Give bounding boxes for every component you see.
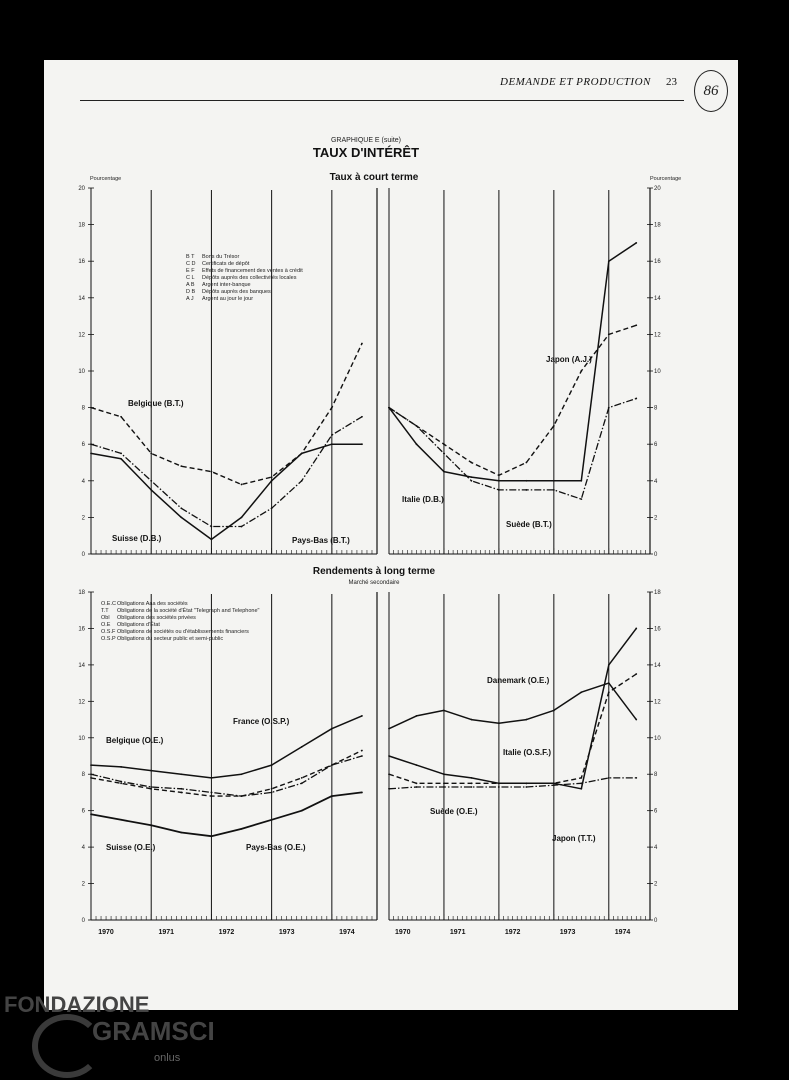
series-point <box>241 828 243 830</box>
legend-label: Obligations du secteur public et semi-public <box>117 636 224 642</box>
y-tick-label: 0 <box>81 918 85 924</box>
y-tick-label: 0 <box>654 918 658 924</box>
series-point <box>608 260 610 262</box>
series-label: Suisse (O.E.) <box>106 843 156 852</box>
legend-code: O.S.F <box>101 629 116 635</box>
series-point <box>553 784 555 786</box>
series-point <box>180 792 182 794</box>
series-point <box>580 777 582 779</box>
y-tick-label: 0 <box>81 552 85 558</box>
series-point <box>331 407 333 409</box>
y-tick-label: 16 <box>654 626 661 633</box>
watermark-line2: GRAMSCI <box>92 1016 215 1046</box>
series-point <box>271 476 273 478</box>
y-tick-label: 8 <box>81 772 85 779</box>
series-line <box>91 792 362 836</box>
y-tick-label: 2 <box>654 515 658 522</box>
series-point <box>443 786 445 788</box>
series-point <box>150 770 152 772</box>
series-point <box>271 507 273 509</box>
legend-label: Argent au jour le jour <box>202 296 254 302</box>
series-line <box>91 417 362 527</box>
y-tick-label: 8 <box>81 405 85 412</box>
series-point <box>553 489 555 491</box>
series-point <box>443 452 445 454</box>
series-point <box>120 819 122 821</box>
series-point <box>416 425 418 427</box>
series-point <box>120 452 122 454</box>
series-point <box>271 788 273 790</box>
series-point <box>553 782 555 784</box>
series-point <box>150 786 152 788</box>
y-tick-label: 16 <box>78 626 85 633</box>
series-point <box>635 242 637 244</box>
series-point <box>211 526 213 528</box>
y-tick-label: 4 <box>654 845 658 852</box>
series-point <box>608 407 610 409</box>
y-label-right: Pourcentage <box>650 176 682 182</box>
legend-code: A J <box>186 296 194 302</box>
series-line <box>91 344 362 485</box>
series-point <box>608 682 610 684</box>
x-tick-label: 1974 <box>339 929 355 936</box>
y-tick-label: 16 <box>78 259 85 266</box>
series-point <box>301 480 303 482</box>
series-point <box>180 832 182 834</box>
series-point <box>211 777 213 779</box>
legend-code: C L <box>186 275 195 281</box>
series-point <box>471 476 473 478</box>
series-point <box>271 764 273 766</box>
series-point <box>271 480 273 482</box>
series-point <box>361 343 363 345</box>
series-point <box>525 719 527 721</box>
x-tick-label: 1971 <box>158 929 175 936</box>
y-tick-label: 8 <box>654 405 658 412</box>
series-point <box>635 673 637 675</box>
series-point <box>608 664 610 666</box>
legend-code: Obl <box>101 615 110 621</box>
series-point <box>525 489 527 491</box>
series-point <box>90 813 92 815</box>
y-tick-label: 12 <box>78 332 85 339</box>
y-tick-label: 4 <box>81 478 85 485</box>
series-point <box>241 484 243 486</box>
watermark-line3: onlus <box>154 1052 181 1064</box>
x-tick-label: 1970 <box>98 929 114 936</box>
series-line <box>91 751 362 797</box>
series-point <box>211 795 213 797</box>
series-point <box>361 443 363 445</box>
series-point <box>211 538 213 540</box>
series-point <box>120 782 122 784</box>
legend-code: O.E <box>101 622 111 628</box>
y-tick-label: 18 <box>78 590 85 596</box>
y-tick-label: 14 <box>78 662 85 669</box>
figure-supertitle: GRAPHIQUE E (suite) <box>330 137 402 144</box>
series-point <box>331 728 333 730</box>
series-point <box>443 443 445 445</box>
legend-label: Obligations Aaa des sociétés <box>117 601 188 607</box>
series-point <box>525 782 527 784</box>
series-point <box>241 795 243 797</box>
series-point <box>580 691 582 693</box>
series-line <box>389 399 636 500</box>
series-point <box>361 416 363 418</box>
legend-code: B T <box>186 254 195 260</box>
series-line <box>91 444 362 539</box>
series-point <box>416 764 418 766</box>
fondazione-gramsci-watermark <box>2 992 215 1072</box>
series-point <box>388 788 390 790</box>
series-label: Suède (B.T.) <box>506 520 552 529</box>
series-point <box>301 746 303 748</box>
series-point <box>471 782 473 784</box>
y-label-left: Pourcentage <box>90 176 122 182</box>
series-point <box>301 810 303 812</box>
series-label: France (O.S.P.) <box>233 717 290 726</box>
series-point <box>443 710 445 712</box>
series-point <box>553 710 555 712</box>
series-point <box>331 795 333 797</box>
short-term-title: Taux à court terme <box>329 172 419 183</box>
y-tick-label: 20 <box>654 186 661 192</box>
series-line <box>389 628 636 788</box>
series-point <box>180 517 182 519</box>
series-point <box>416 715 418 717</box>
series-point <box>553 480 555 482</box>
series-point <box>180 788 182 790</box>
legend-code: O.S.P <box>101 636 116 642</box>
page-number: 23 <box>666 76 677 88</box>
series-label: Belgique (O.E.) <box>106 736 164 745</box>
series-point <box>471 786 473 788</box>
series-point <box>211 792 213 794</box>
x-tick-label: 1972 <box>504 929 521 936</box>
legend-code: E F <box>186 268 195 274</box>
series-point <box>361 750 363 752</box>
series-point <box>498 480 500 482</box>
series-point <box>120 766 122 768</box>
series-point <box>241 517 243 519</box>
series-point <box>416 443 418 445</box>
series-label: Pays-Bas (O.E.) <box>246 843 306 852</box>
series-point <box>90 452 92 454</box>
x-tick-label: 1972 <box>218 929 235 936</box>
series-point <box>525 786 527 788</box>
running-header-title: DEMANDE ET PRODUCTION <box>500 76 651 88</box>
series-label: Japon (A.J.) <box>546 355 592 364</box>
y-tick-label: 18 <box>654 222 661 229</box>
x-tick-label: 1973 <box>278 929 295 936</box>
series-line <box>389 674 636 783</box>
y-tick-label: 6 <box>81 442 85 449</box>
series-point <box>580 782 582 784</box>
legend-code: T.T <box>101 608 109 614</box>
y-tick-label: 10 <box>654 735 661 742</box>
legend-code: A B <box>186 282 195 288</box>
y-tick-label: 18 <box>78 222 85 229</box>
series-point <box>580 788 582 790</box>
legend-label: Certificats de dépôt <box>202 261 250 267</box>
legend-label: Obligations de sociétés ou d'établissements financiers <box>117 629 249 635</box>
series-point <box>608 777 610 779</box>
series-point <box>301 777 303 779</box>
series-point <box>180 773 182 775</box>
series-point <box>180 465 182 467</box>
series-point <box>90 777 92 779</box>
y-tick-label: 2 <box>81 881 85 888</box>
legend-label: Obligations des sociétés privées <box>117 615 196 621</box>
series-point <box>471 462 473 464</box>
legend-label: Obligations de la société d'État "Telegraph and Telephone" <box>117 608 260 614</box>
panel-top-left <box>78 186 377 558</box>
series-point <box>241 773 243 775</box>
series-point <box>443 782 445 784</box>
series-point <box>635 324 637 326</box>
series-point <box>301 782 303 784</box>
series-point <box>150 480 152 482</box>
x-tick-label: 1973 <box>559 929 576 936</box>
series-point <box>331 764 333 766</box>
series-point <box>580 480 582 482</box>
legend-code: O.E.C <box>101 601 116 607</box>
series-point <box>120 416 122 418</box>
y-tick-label: 10 <box>654 369 661 375</box>
series-point <box>388 407 390 409</box>
series-point <box>150 788 152 790</box>
series-point <box>388 755 390 757</box>
series-point <box>471 777 473 779</box>
series-point <box>416 786 418 788</box>
series-label: Italie (O.S.F.) <box>503 748 552 757</box>
series-point <box>416 782 418 784</box>
series-point <box>90 773 92 775</box>
y-tick-label: 0 <box>654 552 658 558</box>
series-line <box>389 243 636 481</box>
y-tick-label: 12 <box>654 332 661 339</box>
archive-stamp: 86 <box>694 70 728 112</box>
panel-bottom-right <box>388 590 661 936</box>
x-tick-label: 1970 <box>394 929 411 936</box>
y-tick-label: 20 <box>78 186 85 192</box>
series-point <box>120 458 122 460</box>
series-point <box>525 480 527 482</box>
y-tick-label: 2 <box>81 515 85 522</box>
legend-label: Effets de financement des ventes à crédit <box>202 268 303 274</box>
y-tick-label: 6 <box>81 808 85 815</box>
series-point <box>443 773 445 775</box>
series-line <box>91 716 362 778</box>
y-tick-label: 8 <box>654 772 658 779</box>
series-point <box>271 792 273 794</box>
series-point <box>498 489 500 491</box>
series-point <box>180 507 182 509</box>
y-tick-label: 4 <box>654 478 658 485</box>
series-point <box>635 777 637 779</box>
series-point <box>498 722 500 724</box>
series-point <box>150 824 152 826</box>
y-tick-label: 14 <box>654 662 661 669</box>
series-point <box>331 443 333 445</box>
series-point <box>525 462 527 464</box>
series-point <box>301 452 303 454</box>
figure-title: TAUX D'INTÉRÊT <box>312 145 420 160</box>
series-point <box>498 474 500 476</box>
series-label: Pays-Bas (B.T.) <box>292 536 350 545</box>
legend-label: Bons du Trésor <box>202 254 240 260</box>
series-point <box>443 471 445 473</box>
legend-code: D B <box>186 289 196 295</box>
series-point <box>608 334 610 336</box>
y-tick-label: 12 <box>78 699 85 706</box>
series-point <box>635 398 637 400</box>
legend-code: C D <box>186 261 196 267</box>
y-tick-label: 4 <box>81 845 85 852</box>
y-tick-label: 14 <box>654 295 661 302</box>
series-point <box>211 835 213 837</box>
series-point <box>90 764 92 766</box>
y-tick-label: 14 <box>78 295 85 302</box>
series-point <box>271 819 273 821</box>
series-label: Danemark (O.E.) <box>487 676 550 685</box>
panel-bottom-left <box>78 590 377 936</box>
series-point <box>635 628 637 630</box>
series-point <box>471 480 473 482</box>
series-point <box>90 443 92 445</box>
series-point <box>120 781 122 783</box>
series-point <box>150 452 152 454</box>
legend-label: Dépôts auprès des collectivités locales <box>202 275 297 281</box>
series-point <box>553 425 555 427</box>
series-point <box>211 471 213 473</box>
series-point <box>471 719 473 721</box>
y-tick-label: 10 <box>78 735 85 742</box>
y-tick-label: 16 <box>654 259 661 266</box>
y-tick-label: 12 <box>654 699 661 706</box>
x-tick-label: 1974 <box>614 929 631 936</box>
series-point <box>361 792 363 794</box>
x-tick-label: 1971 <box>449 929 466 936</box>
series-label: Belgique (B.T.) <box>128 399 184 408</box>
series-point <box>498 782 500 784</box>
legend-label: Dépôts auprès des banques <box>202 289 271 295</box>
long-term-title: Rendements à long terme <box>312 566 436 577</box>
watermark-line1: FONDAZIONE <box>4 992 150 1017</box>
legend-label: Argent inter-banque <box>202 282 251 288</box>
series-point <box>388 728 390 730</box>
series-point <box>150 489 152 491</box>
series-point <box>580 370 582 372</box>
series-point <box>241 526 243 528</box>
series-point <box>608 691 610 693</box>
series-label: Japon (T.T.) <box>552 834 596 843</box>
series-point <box>580 498 582 500</box>
y-tick-label: 10 <box>78 369 85 375</box>
series-point <box>90 407 92 409</box>
long-term-subtitle: Marché secondaire <box>348 580 400 586</box>
panel-top-right <box>388 186 661 558</box>
series-label: Italie (D.B.) <box>402 495 444 504</box>
series-point <box>331 434 333 436</box>
series-point <box>361 755 363 757</box>
series-point <box>388 773 390 775</box>
series-label: Suède (O.E.) <box>430 807 478 816</box>
series-point <box>635 719 637 721</box>
series-point <box>361 715 363 717</box>
y-tick-label: 6 <box>654 808 658 815</box>
y-tick-label: 6 <box>654 442 658 449</box>
series-point <box>498 786 500 788</box>
legend-label: Obligations d'État <box>117 622 160 628</box>
series-label: Suisse (D.B.) <box>112 534 162 543</box>
y-tick-label: 18 <box>654 590 661 596</box>
y-tick-label: 2 <box>654 881 658 888</box>
